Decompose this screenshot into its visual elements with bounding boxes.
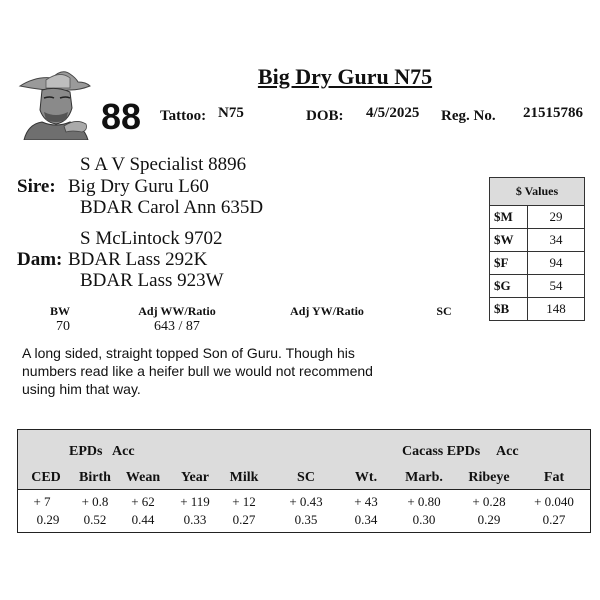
table-row [490,298,585,321]
dollar-value: 54 [528,275,585,298]
dam-dam: BDAR Lass 923W [80,270,224,291]
dam-sire: S McLintock 9702 [80,228,223,249]
epd-col-wt: Wt. [354,470,378,485]
epd-value-ced: + 7 [33,494,51,509]
epd-col-birth: Birth [79,470,111,485]
acc-value-marb: 0.30 [412,512,436,527]
tattoo-label: Tattoo: [160,108,207,124]
carcass-group-label: Cacass EPDs [402,444,481,459]
table-row [490,206,585,229]
epd-value-milk: + 12 [232,494,256,509]
table-row [490,229,585,252]
bw-header: BW [49,304,70,318]
acc-value-milk: 0.27 [232,512,256,527]
acc-value-sc: 0.35 [294,512,318,527]
epd-value-wean: + 62 [131,494,155,509]
dollar-value-label: $M [490,206,528,229]
table-row [490,275,585,298]
epd-col-sc: SC [297,470,315,485]
adj-ww-header: Adj WW/Ratio [138,304,216,318]
dollar-value-label: $F [490,252,528,275]
epd-col-wean: Wean [125,470,161,485]
dob-label: DOB: [306,108,344,124]
acc-value-wean: 0.44 [131,512,155,527]
acc-value-birth: 0.52 [83,512,107,527]
adj-ww-value: 643 / 87 [154,319,200,334]
bw-value: 70 [56,319,70,334]
epds-acc-label: Acc [112,444,135,459]
sire-name: Big Dry Guru L60 [68,176,209,197]
reg-label: Reg. No. [441,108,496,124]
acc-value-ribeye: 0.29 [477,512,501,527]
adj-yw-header: Adj YW/Ratio [290,304,364,318]
dob-value: 4/5/2025 [366,105,420,121]
sire-sire: S A V Specialist 8896 [80,154,247,175]
lot-number: 88 [101,96,142,137]
dollar-value: 94 [528,252,585,275]
reg-value: 21515786 [523,105,583,121]
epd-value-wt: + 43 [354,494,378,509]
epd-col-milk: Milk [229,470,259,485]
table-row [490,252,585,275]
dollar-value: 29 [528,206,585,229]
animal-name-title: Big Dry Guru N75 [257,64,433,89]
tattoo-value: N75 [218,105,244,121]
epds-group-label: EPDs [69,444,103,459]
epd-value-year: + 119 [180,494,210,509]
epd-value-birth: + 0.8 [81,494,109,509]
dam-name: BDAR Lass 292K [68,249,208,270]
acc-value-year: 0.33 [183,512,207,527]
dollar-values-title: $ Values [490,178,585,206]
epd-value-sc: + 0.43 [289,494,323,509]
description-text: A long sided, straight topped Son of Guru. Though his numbers read like a heifer bull we would not recommend using him that way. [22,345,373,397]
epd-value-marb: + 0.80 [407,494,441,509]
epd-col-fat: Fat [543,470,565,485]
epd-col-marb: Marb. [405,470,443,485]
dollar-value: 148 [528,298,585,321]
epd-value-ribeye: + 0.28 [472,494,506,509]
epd-value-fat: + 0.040 [534,494,574,509]
dollar-value-label: $G [490,275,528,298]
dollar-value-label: $B [490,298,528,321]
dam-label: Dam: [17,249,63,270]
epd-table [17,429,591,533]
sire-label: Sire: [17,176,56,197]
epd-col-ced: CED [31,470,61,485]
dollar-value: 34 [528,229,585,252]
sire-dam: BDAR Carol Ann 635D [80,197,264,218]
epd-col-ribeye: Ribeye [468,470,510,485]
epd-col-year: Year [181,470,209,485]
acc-value-ced: 0.29 [36,512,60,527]
acc-value-fat: 0.27 [542,512,566,527]
dollar-value-label: $W [490,229,528,252]
acc-value-wt: 0.34 [354,512,378,527]
carcass-acc-label: Acc [496,444,519,459]
cowboy-portrait-icon [16,64,92,140]
sc-header: SC [436,304,452,318]
dollar-values-table [489,177,585,321]
